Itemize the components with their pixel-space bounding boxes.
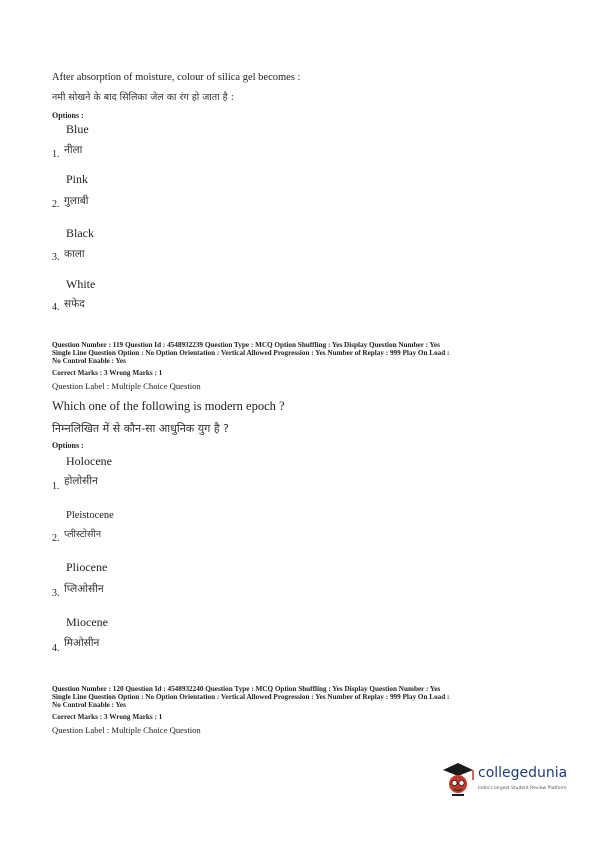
options-label: Options : <box>52 441 84 450</box>
question-119-meta-line: No Control Enable : Yes <box>52 357 126 365</box>
question-118-text-hi: नमी सोखने के बाद सिलिका जेल का रंग हो जाता है : <box>52 92 234 103</box>
question-120-meta-line: Single Line Question Option : No Option Orientation : Vertical Allowed Progression : Yes Number of Replay : 999 Play On Load : <box>52 693 450 701</box>
question-120-label: Question Label : Multiple Choice Question <box>52 725 201 735</box>
option-en: Black <box>66 226 94 240</box>
options-label: Options : <box>52 111 84 120</box>
option-number: 2. <box>52 533 60 544</box>
question-119-text-en: Which one of the following is modern epoch ? <box>52 399 285 413</box>
question-119-marks: Correct Marks : 3 Wrong Marks : 1 <box>52 369 163 377</box>
question-120-marks: Correct Marks : 3 Wrong Marks : 1 <box>52 713 163 721</box>
option-hi: काला <box>64 248 85 260</box>
question-118-text-en: After absorption of moisture, colour of silica gel becomes : <box>52 72 301 83</box>
question-119-meta-line: Single Line Question Option : No Option Orientation : Vertical Allowed Progression : Yes Number of Replay : 999 Play On Load : <box>52 349 450 357</box>
graduate-mascot-icon <box>440 760 476 800</box>
option-number: 1. <box>52 481 60 492</box>
option-en: Pleistocene <box>66 510 114 521</box>
option-hi: प्लीस्टोसीन <box>64 529 102 540</box>
question-119-label: Question Label : Multiple Choice Question <box>52 381 201 391</box>
option-en: Miocene <box>66 615 108 629</box>
option-hi: नीला <box>64 144 83 156</box>
option-number: 1. <box>52 149 60 160</box>
option-number: 3. <box>52 252 60 263</box>
option-en: White <box>66 277 96 291</box>
question-120-meta-line: No Control Enable : Yes <box>52 701 126 709</box>
question-119-text-hi: निम्नलिखित में से कौन-सा आधुनिक युग है ? <box>52 422 229 435</box>
option-en: Holocene <box>66 454 112 468</box>
option-hi: प्लिओसीन <box>64 583 104 595</box>
logo-wordmark: collegedunia <box>478 765 568 781</box>
option-number: 2. <box>52 199 60 210</box>
logo-tagline: India's largest Student Review Platform <box>478 786 567 791</box>
question-120-meta-line: Question Number : 120 Question Id : 4548932240 Question Type : MCQ Option Shuffling : Yes Display Question Number : Yes <box>52 685 441 693</box>
option-hi: गुलाबी <box>64 195 89 207</box>
option-en: Blue <box>66 122 89 136</box>
option-en: Pink <box>66 172 89 186</box>
option-en: Pliocene <box>66 560 108 574</box>
option-hi: होलोसीन <box>64 475 98 487</box>
option-number: 4. <box>52 302 60 313</box>
option-hi: सफेद <box>64 298 85 310</box>
option-number: 3. <box>52 588 60 599</box>
option-number: 4. <box>52 643 60 654</box>
question-119-meta-line: Question Number : 119 Question Id : 4548932239 Question Type : MCQ Option Shuffling : Yes Display Question Number : Yes <box>52 341 440 349</box>
option-hi: मिओसीन <box>64 637 100 649</box>
